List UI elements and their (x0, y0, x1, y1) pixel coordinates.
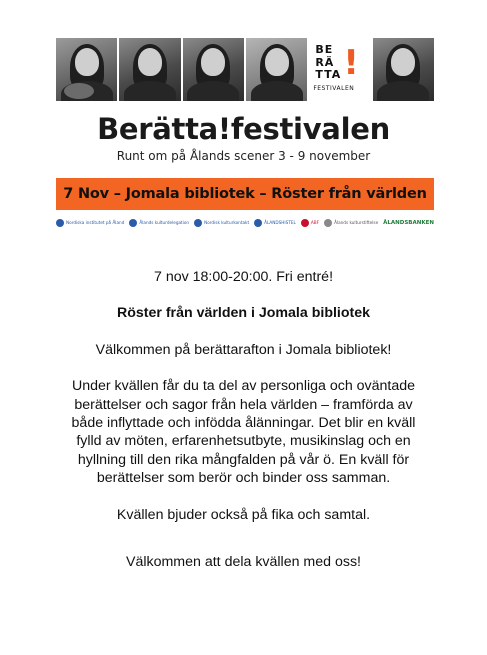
sponsor-mark-icon (301, 219, 309, 227)
event-heading: Röster från världen i Jomala bibliotek (116, 305, 371, 322)
sponsor-mark-icon (129, 219, 137, 227)
guitar-icon (64, 83, 94, 99)
sponsor-logo: Ålands kulturdelegation (129, 219, 189, 227)
sponsor-logo: ÅLANDSBANKEN (383, 219, 434, 226)
sponsor-logo: Ålands kulturstiftelse (324, 219, 378, 227)
sponsor-logo: ABF (301, 219, 319, 227)
paragraph-line: hyllning till den rika mångfalden på vår ö. En kväll för (77, 451, 410, 468)
sponsor-logos (56, 214, 434, 232)
paragraph-line: berättelser som berör och binder oss samman. (96, 470, 391, 487)
page-subtitle: Runt om på Ålands scener 3 - 9 november (116, 149, 371, 163)
sponsor-logo: ÅLANDSHISTEL (254, 219, 296, 227)
fika-text: Kvällen bjuder också på fika och samtal. (116, 506, 371, 523)
sponsor-mark-icon (194, 219, 202, 227)
exclamation-mark-icon: ! (343, 43, 359, 83)
paragraph-line: Under kvällen får du ta del av personliga och oväntade (71, 378, 416, 395)
sponsor-logo: Nordisk kulturkontakt (194, 219, 249, 227)
performer-photo (373, 38, 434, 101)
sponsor-logo: Nordiska institutet på Åland (56, 219, 124, 227)
paragraph-line: både inflyttade och infödda ålänningar. Det blir en kväll (71, 415, 416, 432)
event-datetime: 7 nov 18:00-20:00. Fri entré! (153, 269, 334, 285)
page-title: Berätta!festivalen (97, 112, 390, 146)
sponsor-mark-icon (56, 219, 64, 227)
sponsor-mark-icon (324, 219, 332, 227)
performer-photo (56, 38, 117, 101)
performer-photo (246, 38, 307, 101)
sponsor-mark-icon (254, 219, 262, 227)
performer-photo (183, 38, 244, 101)
event-description (40, 268, 447, 571)
paragraph-line: berättelser och sagor från hela världen – framförda av (74, 396, 413, 413)
paragraph-line: fylld av möten, erfarenhetsutbyte, musikinslag och en (76, 433, 411, 450)
performer-photo (119, 38, 180, 101)
closing-text: Välkommen att dela kvällen med oss! (126, 554, 361, 571)
event-banner: 7 Nov – Jomala bibliotek – Röster från världen (56, 178, 434, 210)
festival-logo: BE RÄ TTA ! FESTIVALEN (309, 38, 370, 101)
welcome-text: Välkommen på berättarafton i Jomala bibliotek! (95, 341, 392, 358)
photo-strip (56, 38, 434, 101)
